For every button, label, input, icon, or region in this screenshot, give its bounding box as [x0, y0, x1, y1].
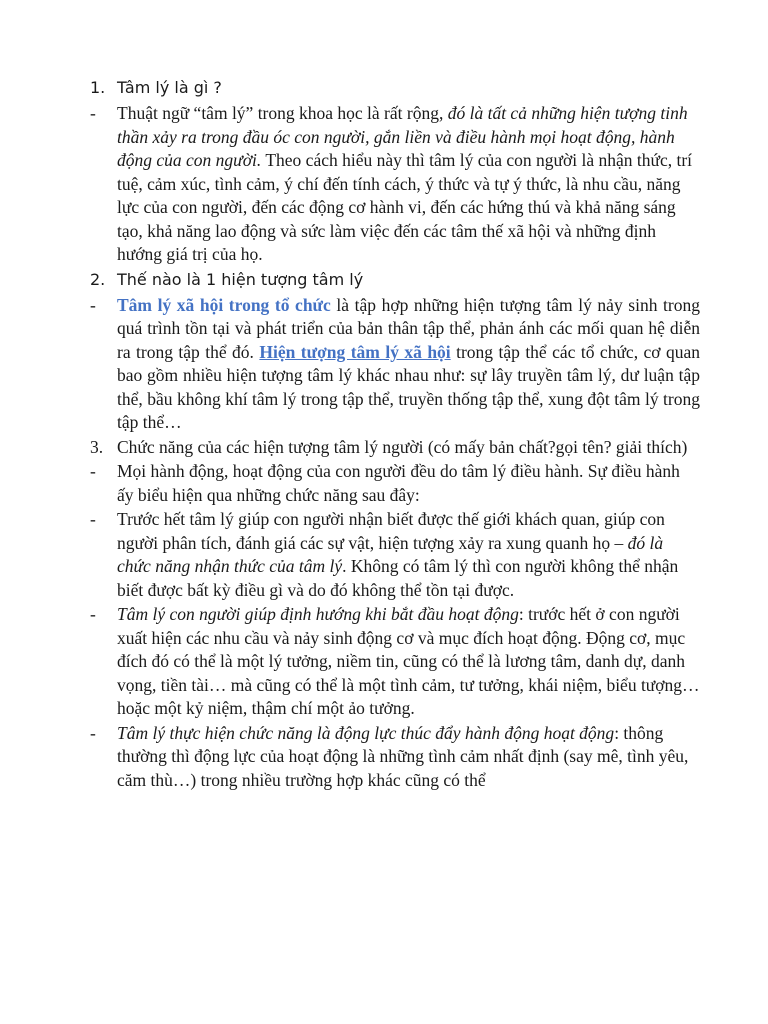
paragraph-text — [117, 508, 700, 602]
text-run: là tập hợp những hiện tượng tâm lý nảy sinh trong quá trình tồn tại và phát triển của bản thân tập thể, phản ánh các mối quan hệ diễn ra trong tập thể đó. — [117, 294, 700, 362]
dash-bullet: - — [90, 294, 96, 315]
text-run: . Không có tâm lý thì con người không thể nhận biết được bất kỳ điều gì và do đó không thể tồn tại được. — [117, 556, 679, 600]
italic-run: Tâm lý con người giúp định hướng khi bắt đầu hoạt động — [117, 604, 519, 624]
section-heading-3 — [90, 436, 700, 460]
paragraph-text — [117, 460, 700, 507]
list-number: 2. — [90, 269, 106, 289]
paragraph-motivation-function — [90, 722, 700, 793]
text-run: Thuật ngữ “tâm lý” trong khoa học là rất rộng, — [117, 103, 448, 123]
term-link[interactable]: Hiện tượng tâm lý xã hội — [259, 341, 451, 362]
section-heading-1 — [90, 78, 700, 98]
paragraph-cognitive-function — [90, 508, 700, 602]
section-heading-2 — [90, 270, 700, 290]
document-content — [90, 78, 700, 793]
italic-run: đó là chức năng nhận thức của tâm lý — [117, 532, 664, 576]
text-run: Theo cách hiểu này thì tâm lý của con người là nhận thức, trí tuệ, cảm xúc, tình cảm, ý chí đến tính cách, ý thức và tự ý thức, là nhu cầu, năng lực của con người, đến các động cơ hành vi, đến các hứng thú và khả năng sáng tạo, khả năng lao động và sức làm việc đến các tâm thế xã hội và những định hướng giá trị của họ. — [117, 150, 693, 264]
dash-bullet: - — [90, 461, 96, 481]
dash-bullet: - — [90, 722, 96, 743]
text-run: Trước hết tâm lý giúp con người nhận biết được thế giới khách quan, giúp con người phân tích, đánh giá các sự vật, hiện tượng xảy ra xung quanh họ – — [117, 509, 665, 553]
text-run: : trước hết ở con người xuất hiện các nhu cầu và nảy sinh động cơ và mục đích hoạt động. Động cơ, mục đích đó có thể là một lý tưởng, niềm tin, cũng có thể là lương tâm, danh dự, danh vọng, tiền tài… mà cũng có thể là một tình cảm, tư tưởng, khái niệm, biểu tượng… hoặc một kỷ niệm, thậm chí một ảo tưởng. — [117, 604, 700, 718]
dash-bullet: - — [90, 604, 96, 624]
paragraph-text — [117, 722, 700, 793]
italic-run: đó là tất cả những hiện tượng tinh thần xảy ra trong đầu óc con người, gắn liền và điều hành mọi hoạt động, hành động của con người. — [117, 103, 688, 170]
text-run: : thông thường thì động lực của hoạt động là những tình cảm nhất định (say mê, tình yêu, căm thù…) trong nhiều trường hợp khác cũng có thể — [117, 722, 689, 790]
list-number: 1. — [90, 78, 106, 97]
paragraph-text — [117, 294, 700, 435]
paragraph-definition — [90, 102, 700, 267]
dash-bullet: - — [90, 509, 96, 529]
heading-text: Thế nào là 1 hiện tượng tâm lý — [117, 269, 364, 289]
italic-run: Tâm lý thực hiện chức năng là động lực thúc đẩy hành động hoạt động — [117, 722, 615, 743]
paragraph-functions-intro — [90, 460, 700, 507]
paragraph-orientation-function — [90, 603, 700, 721]
heading-text: Tâm lý là gì ? — [117, 78, 222, 97]
dash-bullet: - — [90, 103, 96, 123]
paragraph-social-psychology — [90, 294, 700, 435]
text-run: trong tập thể các tổ chức, cơ quan bao gồm nhiều hiện tượng tâm lý khác nhau như: sự lây truyền tâm lý, dư luận tập thể, bầu không khí tâm lý trong tập thể, truyền thống tập thể, xung đột tâm lý trong tập thể… — [117, 341, 700, 432]
paragraph-text — [117, 603, 700, 721]
text-run: Mọi hành động, hoạt động của con người đều do tâm lý điều hành. Sự điều hành ấy biểu hiện qua những chức năng sau đây: — [117, 461, 680, 505]
highlighted-term: Tâm lý xã hội trong tổ chức — [117, 294, 331, 315]
list-number: 3. — [90, 436, 104, 457]
heading-text: Chức năng của các hiện tượng tâm lý người (có mấy bản chất?gọi tên? giải thích) — [117, 436, 688, 457]
paragraph-text — [117, 102, 700, 267]
